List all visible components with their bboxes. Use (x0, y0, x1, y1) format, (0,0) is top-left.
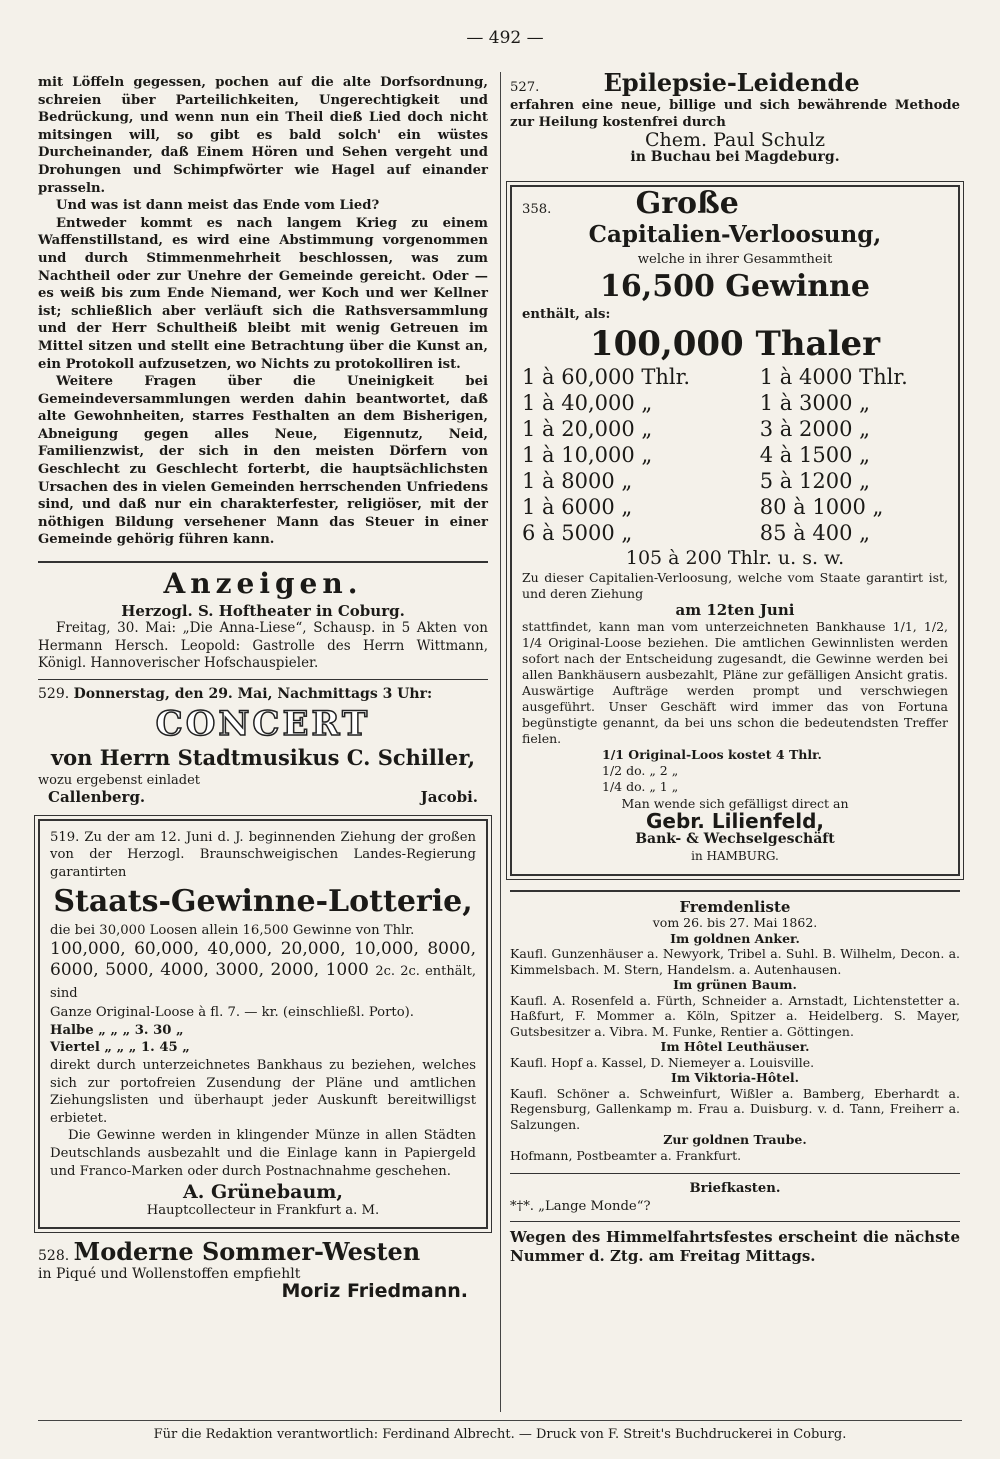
prize-left: 1 à 40,000 „ (522, 390, 653, 415)
publication-notice: Wegen des Himmelfahrtsfestes erscheint die nächste Nummer d. Ztg. am Freitag Mittags. (510, 1228, 960, 1266)
theater-text: Freitag, 30. Mai: „Die Anna-Liese“, Schausp. in 5 Akten von Hermann Hersch. Leopold: Gastrolle des Herrn Wittmann, Königl. Hannoverischer Hofschauspieler. (38, 620, 488, 672)
ad-number: 527. (510, 80, 540, 95)
lottery-title: Staats-Gewinne-Lotterie, (53, 883, 473, 919)
column-divider (500, 72, 501, 1412)
lottery-text4: Die Gewinne werden in klingender Münze in allen Städten Deutschlands ausbezahlt und die Einlage kann in Papiergeld und Franco-Marken oder durch Postnachnahme geschehen. (50, 1128, 476, 1179)
lottery-price: Ganze Original-Loose à fl. 7. — kr. (einschließl. Porto). (50, 1005, 414, 1021)
prize-right: 1 à 3000 „ (759, 390, 870, 415)
prize-right: 4 à 1500 „ (759, 442, 870, 467)
prize-right: 85 à 400 „ (759, 520, 870, 545)
prize-left: 1 à 10,000 „ (522, 442, 653, 467)
ad-number: 358. (522, 201, 552, 217)
letterbox-title: Briefkasten. (689, 1181, 781, 1197)
prize-right: 5 à 1200 „ (759, 468, 870, 493)
prize-left: 1 à 20,000 „ (522, 416, 653, 441)
prize-left: 1 à 6000 „ (522, 494, 633, 519)
hotel-name: Zur goldnen Traube. (663, 1132, 807, 1148)
prize-row (522, 494, 948, 520)
prize-right: 3 à 2000 „ (759, 416, 870, 441)
lottery-intro: Zu der am 12. Juni d. J. beginnenden Ziehung der großen von der Herzogl. Braunschweigischen Landes-Regierung garantirten (50, 829, 476, 880)
vests-text: in Piqué und Wollenstoffen empfiehlt (38, 1265, 301, 1282)
hotel-name: Im Viktoria-Hôtel. (670, 1070, 800, 1086)
prize-table (522, 364, 948, 546)
lottery-sign: A. Grünebaum, (182, 1181, 344, 1204)
epilepsy-ad (510, 68, 960, 167)
prize-left: 6 à 5000 „ (522, 520, 633, 545)
article-paragraph: Weitere Fragen über die Uneinigkeit bei Gemeindeversammlungen werden dahin beantwortet, daß alte Gewohnheiten, starres Festhalten an dem Bisherigen, Abneigung gegen alles Neue, Eigennutz, Neid, Familienzwist, der sich in den meisten Dörfern von Geschlecht zu Geschlecht forterbt, die hauptsächlichsten Ursachen des in vielen Gemeinden herrschenden Unfriedens sind, und daß nur ein charakterfester, religiöser, mit der nöthigen Bildung versehener Mann das Steuer in einer Gemeinde gehörig führen kann. (38, 374, 488, 548)
prize-row (522, 468, 948, 494)
firm-type: Bank- & Wechselgeschäft (635, 830, 835, 847)
hotel-guests: Kaufl. Gunzenhäuser a. Newyork, Tribel a. Suhl. B. Wilhelm, Decon. a. Kimmelsbach. M. Stern, Handelsm. a. Autenhausen. (510, 946, 960, 977)
guest-title: Fremdenliste (679, 897, 791, 916)
hotel-name: Im grünen Baum. (673, 977, 797, 993)
article-paragraph: mit Löffeln gegessen, pochen auf die alte Dorfsordnung, schreien über Parteilichkeiten, Ungerechtigkeit und Bedrückung, und wenn nun ein Theil dieß Lied doch nicht mitsingen will, so gibt es bald solch' ein wüstes Durcheinander, daß Einem Hören und Sehen vergeht und Drohungen und Schimpfwörter wie Hagel auf einander prasseln. (38, 75, 488, 196)
hotel-guests: Kaufl. Schöner a. Schweinfurt, Wißler a. Bamberg, Eberhardt a. Regensburg, Gallenkamp m. Frau a. Duisburg. v. d. Tann, Freiherr a. Salzungen. (510, 1085, 960, 1132)
capital-total: 16,500 Gewinne (600, 269, 870, 305)
hotel-guests: Kaufl. A. Rosenfeld a. Fürth, Schneider a. Arnstadt, Lichtenstetter a. Haßfurt, F. Mommer a. Köln, Spitzer a. Heidelberg. S. Mayer, Gutsbesitzer a. Vibra. M. Funke, Rentier a. Göttingen. (510, 992, 960, 1039)
prize-left: 1 à 60,000 Thlr. (522, 364, 691, 389)
concert-sign-left: Callenberg. (48, 788, 146, 807)
divider (510, 1173, 960, 1174)
concert-sign-right: Jacobi. (420, 788, 478, 807)
prize-row (522, 520, 948, 546)
guest-list (510, 897, 960, 1164)
prize-last: 105 à 200 Thlr. u. s. w. (625, 546, 845, 569)
prize-left: 1 à 8000 „ (522, 468, 633, 493)
page-number: — 492 — (466, 28, 544, 48)
firm-name: Gebr. Lilienfeld, (645, 808, 825, 833)
vests-sign: Moriz Friedmann. (281, 1280, 468, 1303)
right-column (510, 68, 960, 1266)
ad-number: 519. (50, 829, 80, 845)
loose-price: 1/2 do. „ 2 „ (602, 763, 679, 779)
letterbox-text: *†*. „Lange Monde“? (510, 1198, 651, 1214)
divider (510, 1221, 960, 1222)
prize-row (522, 416, 948, 442)
lottery-sign2: Hauptcollecteur in Frankfurt a. M. (146, 1202, 380, 1218)
prize-right: 1 à 4000 Thlr. (759, 364, 908, 389)
hotel-guests: Hofmann, Postbeamter a. Frankfurt. (510, 1147, 742, 1163)
lottery-amounts: 100,000, 60,000, 40,000, 20,000, 10,000, 8000, 6000, 5000, 4000, 3000, 2000, 1000 (50, 939, 476, 981)
lottery-text2: 2c. 2c. enthält, sind (50, 964, 477, 1002)
prize-right: 80 à 1000 „ (759, 494, 884, 519)
capital-title2: Capitalien-Verloosung, (588, 220, 882, 248)
capital-top: 100,000 Thaler (589, 323, 881, 364)
capital-title1: Große (635, 185, 739, 221)
article-paragraph: Und was ist dann meist das Ende vom Lied? (56, 198, 380, 214)
firm-city: in HAMBURG. (691, 849, 779, 864)
lottery-ad (38, 819, 488, 1230)
concert-by: von Herrn Stadtmusikus C. Schiller, (50, 744, 476, 770)
theater-heading: Herzogl. S. Hoftheater in Coburg. (121, 601, 405, 620)
concert-ad (38, 686, 488, 807)
loose-price: 1/4 do. „ 1 „ (602, 779, 679, 795)
page-footer: Für die Redaktion verantwortlich: Ferdinand Albrecht. — Druck von F. Streit's Buchdruckerei in Coburg. (38, 1420, 962, 1442)
hotel-name: Im goldnen Anker. (670, 930, 800, 946)
capital-sub: welche in ihrer Gesammtheit (637, 251, 833, 267)
ad-number: 528. (38, 1248, 70, 1265)
lottery-price: Viertel „ „ „ 1. 45 „ (50, 1040, 190, 1056)
epilepsy-sign: Chem. Paul Schulz (645, 128, 825, 151)
guest-dates: vom 26. bis 27. Mai 1862. (652, 915, 818, 931)
divider (38, 561, 488, 563)
vests-ad (38, 1237, 488, 1303)
hotel-name: Im Hôtel Leuthäuser. (660, 1039, 810, 1055)
epilepsy-text: erfahren eine neue, billige und sich bewährende Methode zur Heilung kostenfrei durch (510, 97, 960, 131)
loose-price: 1/1 Original-Loos kostet 4 Thlr. (602, 747, 822, 763)
epilepsy-title: Epilepsie-Leidende (603, 68, 860, 97)
vests-title: Moderne Sommer-Westen (73, 1237, 421, 1267)
lottery-text1: die bei 30,000 Loosen allein 16,500 Gewinne von Thlr. (50, 922, 415, 938)
concert-intro: Donnerstag, den 29. Mai, Nachmittags 3 Uhr: (73, 686, 433, 702)
section-title: Anzeigen. (163, 567, 363, 601)
capital-contains: enthält, als: (522, 307, 611, 323)
capital-text1: Zu dieser Capitalien-Verloosung, welche vom Staate garantirt ist, und deren Ziehung (522, 569, 948, 601)
left-column (38, 74, 488, 1301)
divider (510, 890, 960, 892)
capital-apply: Man wende sich gefälligst direct an (621, 796, 849, 812)
concert-title: CONCERT (155, 703, 371, 744)
lottery-text3: direkt durch unterzeichnetes Bankhaus zu beziehen, welches sich zur portofreien Zusendung der Pläne und amtlichen Ziehungslisten und überhaupt jeder Auskunft bereitwilligst erbietet. (50, 1057, 476, 1126)
epilepsy-place: in Buchau bei Magdeburg. (630, 149, 840, 166)
prize-row (522, 364, 948, 390)
ad-number: 529. (38, 686, 70, 702)
divider (38, 679, 488, 680)
prize-row (522, 390, 948, 416)
concert-invite: wozu ergebenst einladet (38, 772, 201, 788)
lottery-price: Halbe „ „ „ 3. 30 „ (50, 1022, 184, 1038)
capital-text2: stattfindet, kann man vom unterzeichneten Bankhause 1/1, 1/2, 1/4 Original-Loose beziehen. Die amtlichen Gewinnlisten werden sofort nach der Entscheidung zugesandt, die Gewinne werden bei allen Bankhäusern ausbezahlt, Pläne zur gefälligen Ansicht gratis. Auswärtige Aufträge werden prompt und verschwiegen ausgeführt. Unser Geschäft wird immer das von Fortuna begünstigte genannt, da bei uns schon die bedeutendsten Treffer fielen. (522, 619, 948, 747)
capital-lottery-ad (510, 185, 960, 876)
prize-row (522, 442, 948, 468)
hotel-guests: Kaufl. Hopf a. Kassel, D. Niemeyer a. Louisville. (510, 1054, 815, 1070)
capital-date: am 12ten Juni (675, 600, 795, 619)
article-paragraph: Entweder kommt es nach langem Krieg zu einem Waffenstillstand, es wird eine Abstimmung vorgenommen und durch Stimmenmehrheit beschlossen, was zum Nachtheil oder zur Unehre der Gemeinde gereicht. Oder — es weiß bis zum Ende Niemand, wer Koch und wer Kellner ist; schließlich aber verläuft sich die Rathsversammlung und der Herr Schultheiß bleibt mit wenig Getreuen im Mittel sitzen und stellt eine Betrachtung über die Kunst an, ein Protokoll aufzusetzen, wo Nichts zu protokolliren ist. (38, 215, 488, 372)
